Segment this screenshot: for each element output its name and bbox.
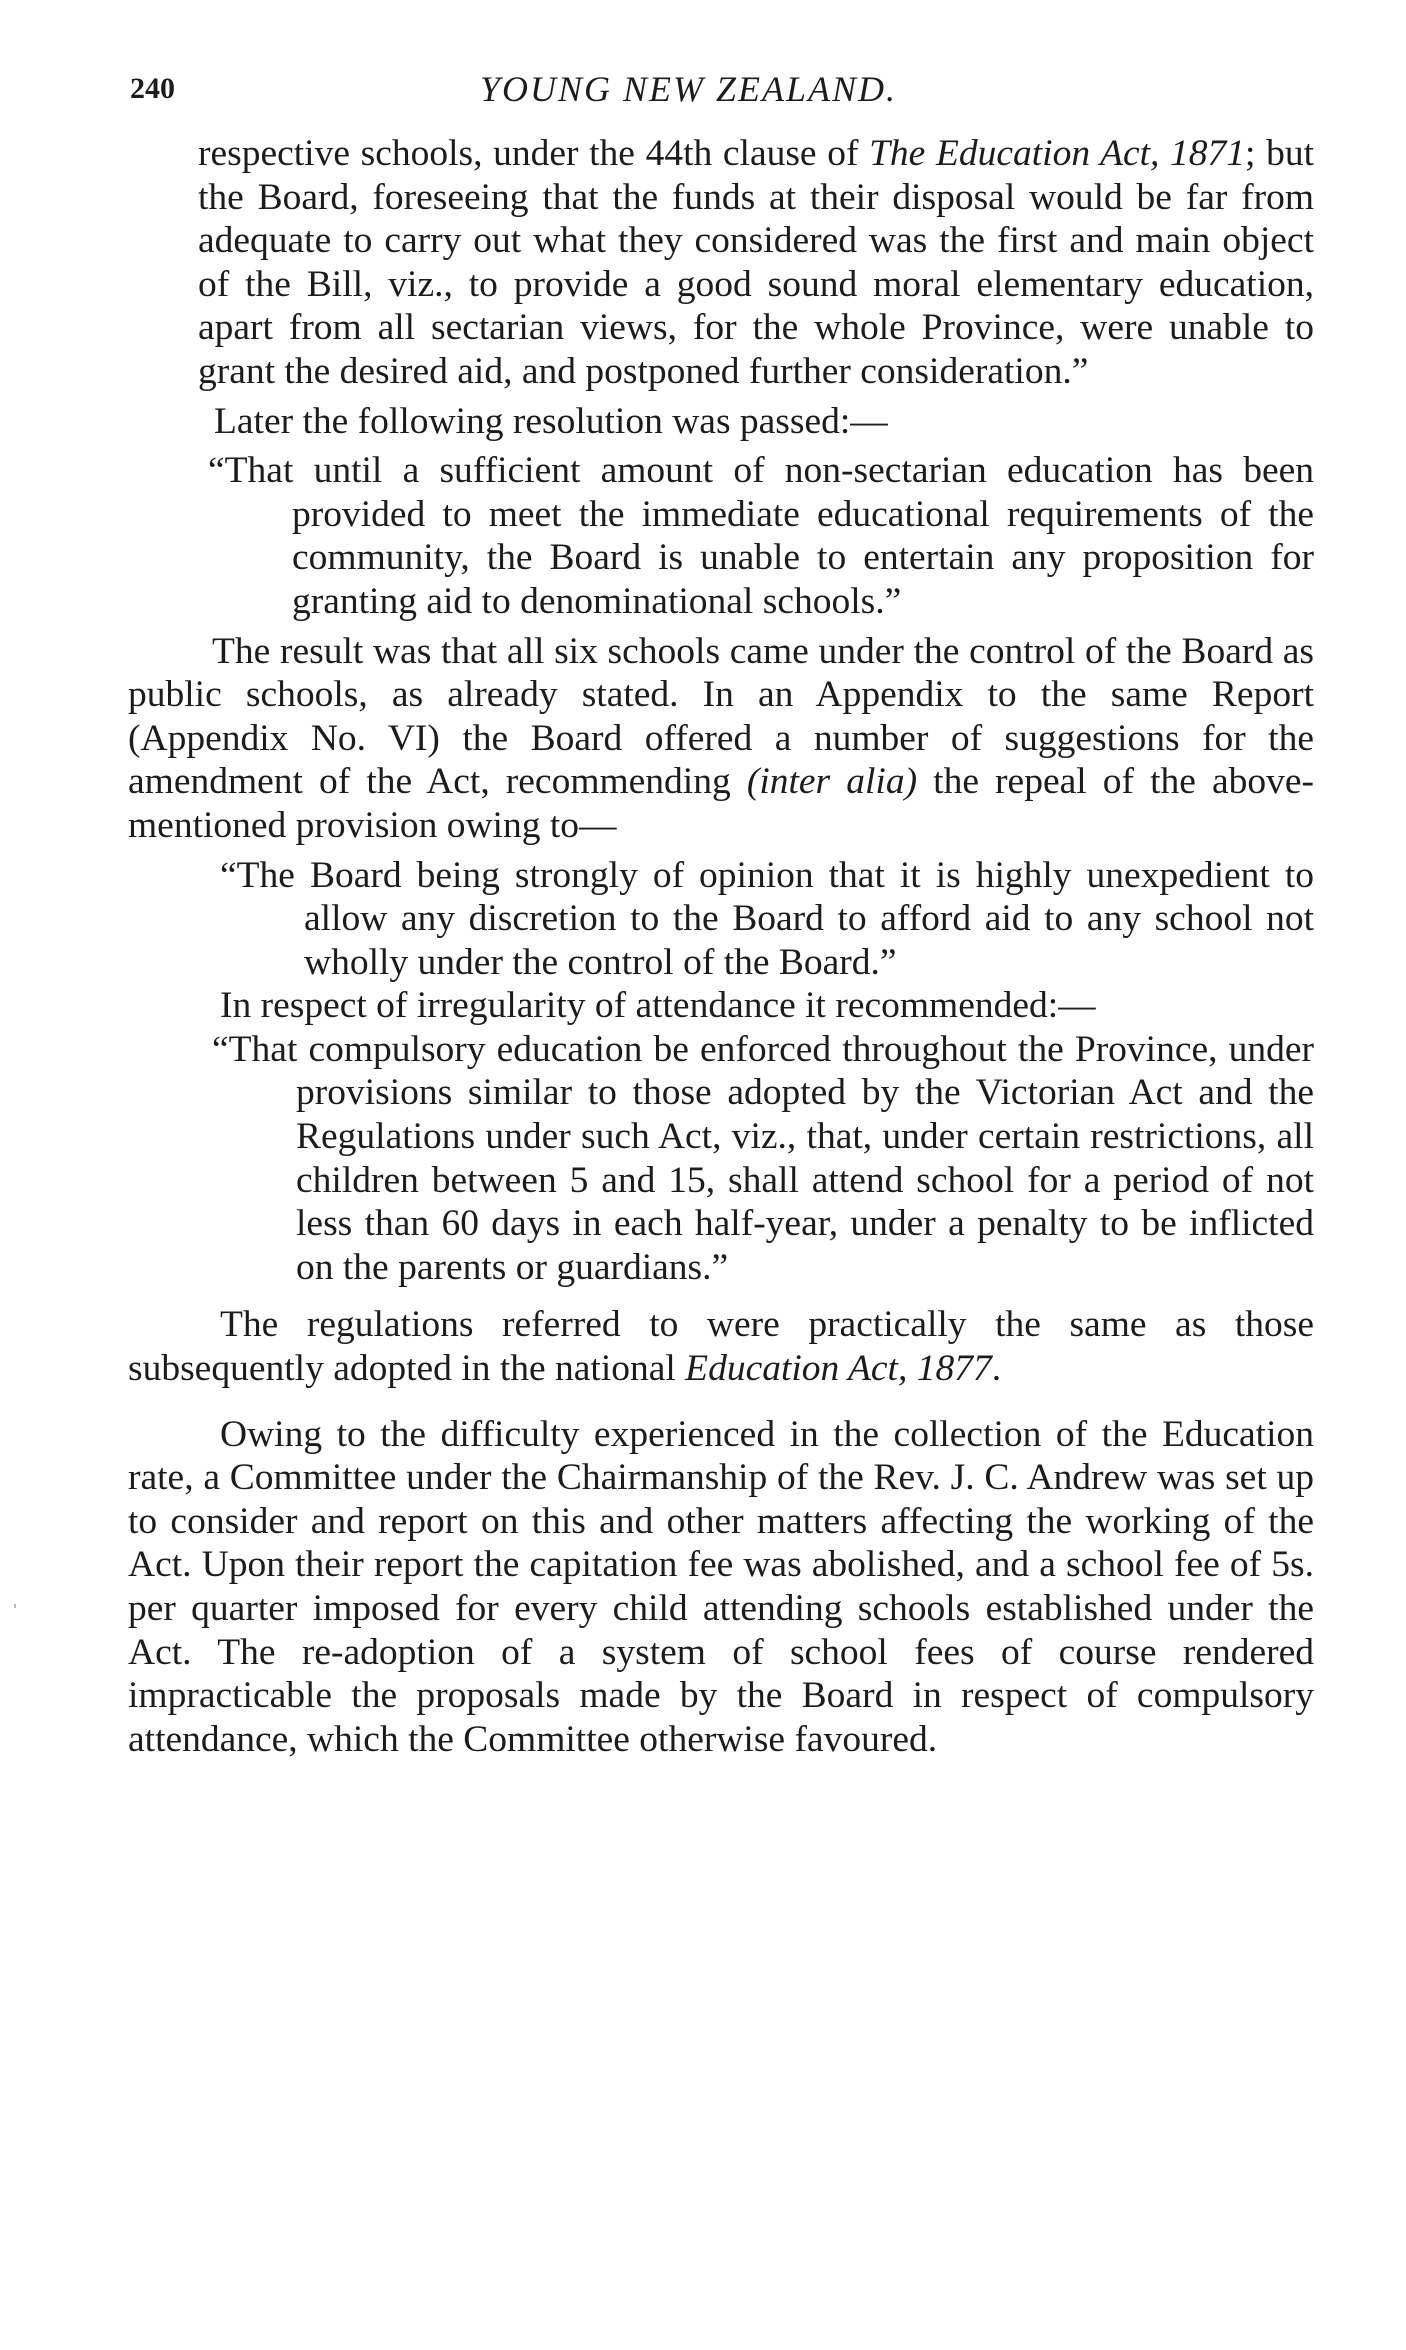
body-text xyxy=(128,132,1314,1761)
paragraph-continuation xyxy=(128,132,1314,394)
running-title: YOUNG NEW ZEALAND. xyxy=(480,69,898,109)
paragraph-committee: Owing to the difficulty experienced in the collection of the Education rate, a Committee under the Chairmanship of the Rev. J. C. Andrew was set up to consider and report on this and other matters affecting the working of the Act. Upon their report the capitation fee was abolished, and a school fee of 5s. per quarter imposed for every child attending schools established under the Act. The re-adoption of a system of school fees of course rendered impracticable the proposals made by the Board in respect of compulsory attendance, which the Committee otherwise favoured. xyxy=(128,1413,1314,1760)
text-run: respective schools, under the 44th clause of xyxy=(198,133,870,174)
paragraph-attendance-intro: In respect of irregularity of attendance it recommended:— xyxy=(220,985,1096,1027)
margin-mark xyxy=(14,1604,16,1608)
running-head xyxy=(130,68,1310,118)
text-run: ; but the Board, foreseeing that the funds at their disposal would be far from adequate to carry out what they considered was the first and main object of the Bill, viz., to provide a good sound moral elementary education, apart from all sectarian views, for the whole Province, were unable to grant the desired aid, and postponed further consideration.” xyxy=(198,133,1314,392)
page-number: 240 xyxy=(130,72,175,105)
quoted-board-opinion: “The Board being strongly of opinion that it is highly unexpedient to allow any discretion to the Board to afford aid to any school not wholly under the control of the Board.” xyxy=(220,854,1314,983)
quoted-compulsory-education: “That compulsory education be enforced throughout the Province, under provisions similar to those adopted by the Victorian Act and the Regulations under such Act, viz., that, under certain restrictions, all children between 5 and 15, shall attend school for a period of not less than 60 days in each half-year, under a penalty to be inflicted on the parents or guardians.” xyxy=(212,1028,1314,1288)
text-run: the repeal of the above-mentioned provision owing to— xyxy=(128,761,1314,846)
italic-act-title: The Education Act, 1871 xyxy=(869,133,1246,174)
quoted-resolution: “That until a sufficient amount of non-sectarian education has been provided to meet the immediate educational requirements of the community, the Board is unable to entertain any proposition for granting aid to denominational schools.” xyxy=(208,450,1314,622)
paragraph-regulations xyxy=(128,1303,1314,1390)
text-run: The regulations referred to were practically the same as those subsequently adopted in the national xyxy=(128,1304,1314,1390)
italic-latin-phrase: (inter alia) xyxy=(746,761,918,803)
paragraph-resolution-intro: Later the following resolution was passed:— xyxy=(214,400,888,442)
text-run: The result was that all six schools came under the control of the Board as public schools, as already stated. In an Appendix to the same Report (Appendix No. VI) the Board offered a number of suggestions for the amendment of the Act, recommending xyxy=(128,630,1314,803)
paragraph-result xyxy=(128,630,1314,848)
text-run: . xyxy=(991,1348,1002,1390)
italic-act-title: Education Act, 1877 xyxy=(685,1348,992,1390)
